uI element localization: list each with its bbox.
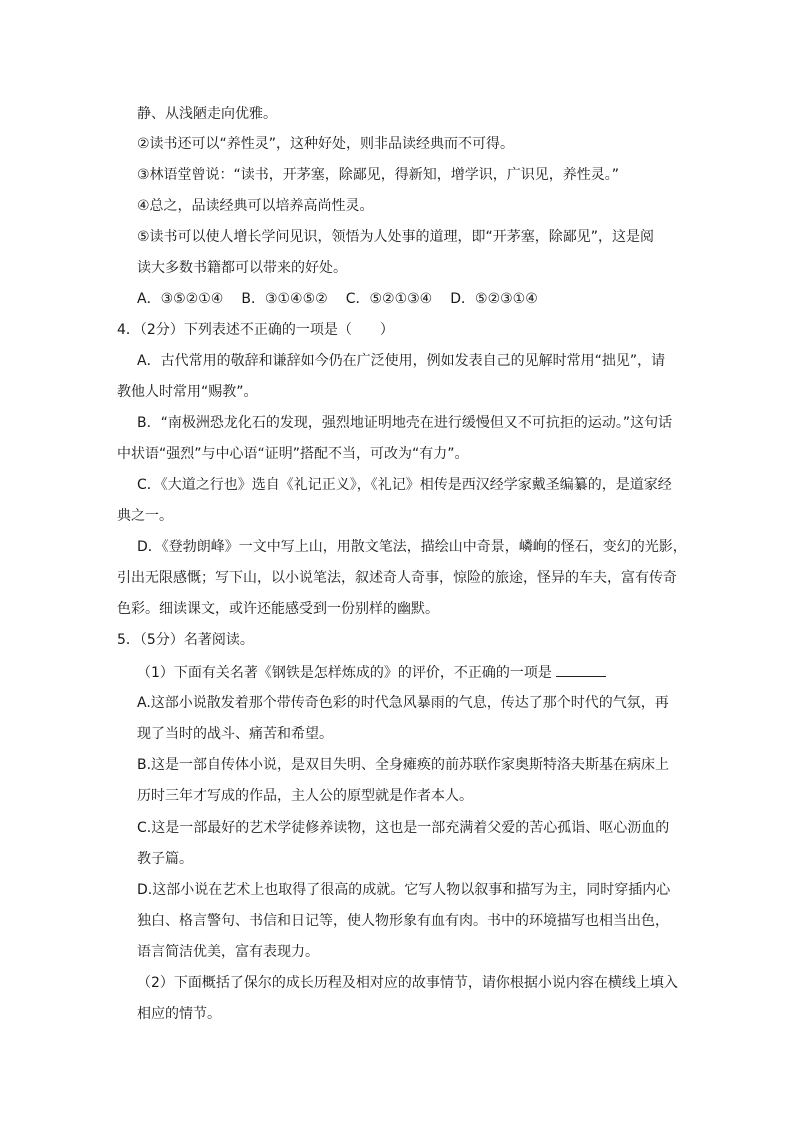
- q5-option-b: B.这是一部自传体小说，是双目失明、全身瘫痪的前苏联作家奥斯特洛夫斯基在病床上: [137, 757, 670, 773]
- q5-option-d: D.这部小说在艺术上也取得了很高的成就。它写人物以叙事和描写为主，同时穿插内心: [137, 882, 671, 898]
- q4-option-b: B．“南极洲恐龙化石的发现，强烈地证明地壳在进行缓慢但又不可抗拒的运动。”这句话: [137, 415, 673, 431]
- q5-sub2-cont: 相应的情节。: [137, 1006, 221, 1022]
- q5-option-d-cont: 独白、格言警句、书信和日记等，使人物形象有血有肉。书中的环境描写也相当出色，: [137, 913, 669, 929]
- q4-option-d-cont: 引出无限感慨；写下山，以小说笔法，叙述奇人奇事，惊险的旅途，怪异的车夫，富有传奇: [117, 570, 677, 586]
- question-5-stem: 5．（5分）名著阅读。: [117, 632, 254, 648]
- q4-option-c: C．《大道之行也》选自《礼记正义》，《礼记》相传是西汉经学家戴圣编纂的，是道家经: [137, 477, 672, 493]
- text-line: ②读书还可以“养性灵”，这种好处，则非品读经典而不可得。: [137, 136, 515, 152]
- q5-option-a-cont: 现了当时的战斗、痛苦和希望。: [137, 726, 333, 742]
- q4-option-c-cont: 典之一。: [117, 508, 173, 524]
- q4-option-a: A．古代常用的敬辞和谦辞如今仍在广泛使用，例如发表自己的见解时常用“拙见”，请: [137, 353, 666, 369]
- q4-option-a-cont: 教他人时常用“赐教”。: [117, 384, 258, 400]
- q5-option-c: C.这是一部最好的艺术学徒修养读物，这也是一部充满着父爱的苦心孤诣、呕心沥血的: [137, 820, 670, 836]
- q5-option-a: A.这部小说散发着那个带传奇色彩的时代急风暴雨的气息，传达了那个时代的气氛，再: [137, 695, 669, 711]
- q5-sub2: （2）下面概括了保尔的成长历程及相对应的故事情节，请你根据小说内容在横线上填入: [137, 975, 678, 991]
- q5-sub1: [137, 662, 606, 683]
- text-line: 读大多数书籍都可以带来的好处。: [137, 260, 347, 276]
- q3-option-c: C．⑤②①③④: [345, 291, 433, 307]
- text-line: ⑤读书可以使人增长学问见识，领悟为人处事的道理，即“开茅塞，除鄙见”，这是阅: [137, 229, 655, 245]
- q3-option-b: B．③①④⑤②: [241, 291, 328, 307]
- text-line: ④总之，品读经典可以培养高尚性灵。: [137, 198, 374, 214]
- q5-sub1-text: （1）下面有关名著《钢铁是怎样炼成的》的评价，不正确的一项是: [137, 665, 552, 681]
- question-4-stem: 4．（2分）下列表述不正确的一项是（ ）: [117, 322, 394, 338]
- q5-option-b-cont: 历时三年才写成的作品，主人公的原型就是作者本人。: [137, 788, 473, 804]
- text-line: 静、从浅陋走向优雅。: [137, 106, 277, 122]
- q4-option-b-cont: 中状语“强烈”与中心语“证明”搭配不当，可改为“有力”。: [117, 446, 469, 462]
- q4-option-d: D．《登勃朗峰》一文中写上山，用散文笔法，描绘山中奇景，嶙峋的怪石，变幻的光影，: [137, 539, 687, 555]
- q3-option-a: A．③⑤②①④: [137, 291, 224, 307]
- q4-option-d-cont: 色彩。细读课文，或许还能感受到一份别样的幽默。: [117, 601, 439, 617]
- text-line: ③林语堂曾说：“读书，开茅塞，除鄙见，得新知，增学识，广识见，养性灵。”: [137, 167, 620, 183]
- q3-option-d: D．⑤②③①④: [450, 291, 538, 307]
- q5-option-d-cont: 语言简洁优美，富有表现力。: [137, 944, 319, 960]
- q3-options: [137, 289, 556, 309]
- answer-blank[interactable]: [556, 662, 606, 677]
- q5-option-c-cont: 教子篇。: [137, 851, 193, 867]
